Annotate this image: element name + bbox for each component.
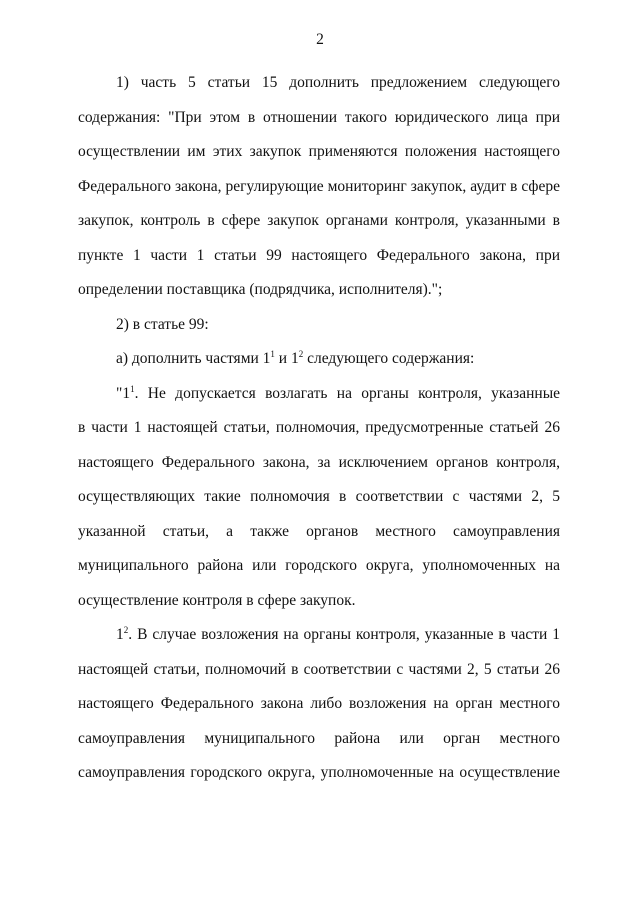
text-fragment: а) дополнить частями 1	[116, 350, 271, 367]
superscript: 2	[123, 624, 129, 635]
text-line: Федерального закона, регулирующие мониторинг закупок, аудит в сфере	[78, 177, 560, 195]
text-line: осуществлении им этих закупок применяются положения настоящего	[78, 143, 560, 160]
page-number: 2	[316, 31, 324, 48]
text-line: в части 1 настоящей статьи, полномочия, предусмотренные статьей 26	[78, 419, 560, 436]
text-line: настоящего Федерального закона, за исключением органов контроля,	[78, 453, 560, 471]
text-line: пункте 1 части 1 статьи 99 настоящего Федерального закона, при	[78, 246, 560, 264]
text-line: 1) часть 5 статьи 15 дополнить предложением следующего	[116, 74, 560, 91]
text-line: самоуправления муниципального района или орган местного	[78, 729, 560, 747]
text-fragment: и 1	[274, 350, 299, 367]
text-line	[78, 618, 560, 653]
text-line: муниципального района или городского округа, уполномоченных на	[78, 557, 560, 574]
text-line: закупок, контроль в сфере закупок органами контроля, указанными в	[78, 212, 560, 229]
text-line: настоящего Федерального закона либо возложения на орган местного	[78, 695, 560, 712]
text-line: настоящей статьи, полномочий в соответствии с частями 2, 5 статьи 26	[78, 660, 560, 678]
text-line: 2) в статье 99:	[116, 315, 209, 333]
document-body	[78, 66, 560, 791]
superscript: 1	[270, 348, 275, 359]
text-line: самоуправления городского округа, уполномоченные на осуществление	[78, 764, 560, 781]
superscript: 2	[298, 348, 304, 359]
text-line: содержания: "При этом в отношении такого юридического лица при	[78, 108, 560, 126]
text-line: осуществляющих такие полномочия в соответствии с частями 2, 5	[78, 488, 560, 505]
superscript: 1	[130, 383, 135, 394]
text-fragment: . Не допускается возлагать на органы контроля, указанные	[134, 384, 560, 402]
text-line	[78, 377, 560, 412]
text-line: осуществление контроля в сфере закупок.	[78, 591, 356, 609]
text-line: определении поставщика (подрядчика, исполнителя).";	[78, 281, 443, 298]
text-fragment: . В случае возложения на органы контроля, указанные в части 1	[128, 626, 560, 643]
text-fragment: 1	[116, 626, 124, 643]
text-fragment: "1	[116, 384, 131, 402]
text-line	[78, 342, 560, 377]
text-line: указанной статьи, а также органов местного самоуправления	[78, 522, 560, 540]
text-fragment: следующего содержания:	[303, 350, 475, 367]
